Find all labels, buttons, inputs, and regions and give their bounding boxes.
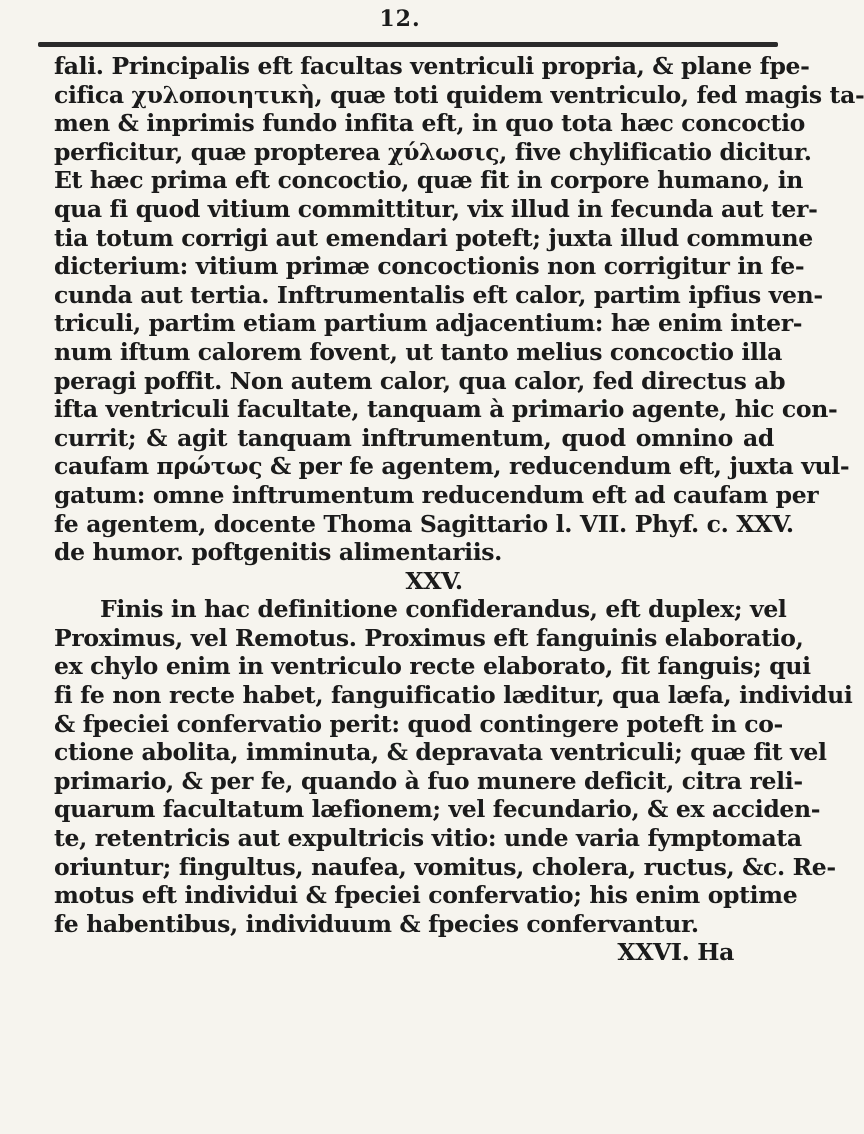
- text-line: Finis in hac definitione confiderandus, eft duplex; vel: [100, 595, 787, 624]
- text-line: currit; & agit tanquam inftrumentum, quod omnino ad: [54, 423, 774, 452]
- text-line: de humor. poftgenitis alimentariis.: [54, 538, 502, 567]
- text-line: primario, & per fe, quando à fuo munere deficit, citra reli-: [54, 766, 803, 795]
- text-line: triculi, partim etiam partium adjacentium: hæ enim inter-: [54, 309, 803, 338]
- text-line: quarum facultatum læfionem; vel fecundario, & ex acciden-: [54, 795, 821, 824]
- catchword: XXVI. Ha: [617, 938, 734, 967]
- text-line: Et hæc prima eft concoctio, quæ fit in corpore humano, in: [54, 166, 804, 195]
- text-line: peragi poffit. Non autem calor, qua calor, fed directus ab: [54, 366, 786, 395]
- text-line: Proximus, vel Remotus. Proximus eft fanguinis elaboratio,: [54, 623, 804, 652]
- body-text: [54, 52, 864, 967]
- text-line: ex chylo enim in ventriculo recte elaborato, fit fanguis; qui: [54, 652, 811, 681]
- text-line: fe habentibus, individuum & fpecies confervantur.: [54, 909, 699, 938]
- text-line: cunda aut tertia. Inftrumentalis eft calor, partim ipfius ven-: [54, 280, 823, 309]
- text-line: oriuntur; fingultus, naufea, vomitus, cholera, ructus, &c. Re-: [54, 852, 836, 881]
- text-line: cifica χυλοποιητικὴ, quæ toti quidem ventriculo, fed magis ta-: [54, 80, 864, 109]
- text-line: num iftum calorem fovent, ut tanto melius concoctio illa: [54, 337, 783, 366]
- text-line: ifta ventriculi facultate, tanquam à primario agente, hic con-: [54, 395, 838, 424]
- text-line: gatum: omne inftrumentum reducendum eft ad caufam per: [54, 480, 819, 509]
- text-line: tia totum corrigi aut emendari poteft; juxta illud commune: [54, 223, 813, 252]
- text-line: fi fe non recte habet, fanguificatio læditur, qua læfa, individui: [54, 681, 853, 710]
- text-line: dicterium: vitium primæ concoctionis non corrigitur in fe-: [54, 252, 805, 281]
- text-line: qua fi quod vitium committitur, vix illud in fecunda aut ter-: [54, 194, 818, 223]
- text-line: motus eft individui & fpeciei confervatio; his enim optime: [54, 881, 798, 910]
- text-line: ctione abolita, imminuta, & depravata ventriculi; quæ fit vel: [54, 738, 827, 767]
- section-heading: XXV.: [405, 566, 463, 595]
- text-line: te, retentricis aut expultricis vitio: unde varia fymptomata: [54, 824, 802, 853]
- text-line: men & inprimis fundo infita eft, in quo tota hæc concoctio: [54, 109, 805, 138]
- text-line: perficitur, quæ propterea χύλωσις, five chylificatio dicitur.: [54, 137, 812, 166]
- text-line: fe agentem, docente Thoma Sagittario l. VII. Phyf. c. XXV.: [54, 509, 794, 538]
- text-line: caufam πρώτως & per fe agentem, reducendum eft, juxta vul-: [54, 452, 850, 481]
- page-number: 12.: [379, 6, 421, 32]
- text-line: & fpeciei confervatio perit: quod contingere poteft in co-: [54, 709, 783, 738]
- text-line: fali. Principalis eft facultas ventriculi propria, & plane fpe-: [54, 52, 810, 80]
- header-rule: [38, 42, 778, 47]
